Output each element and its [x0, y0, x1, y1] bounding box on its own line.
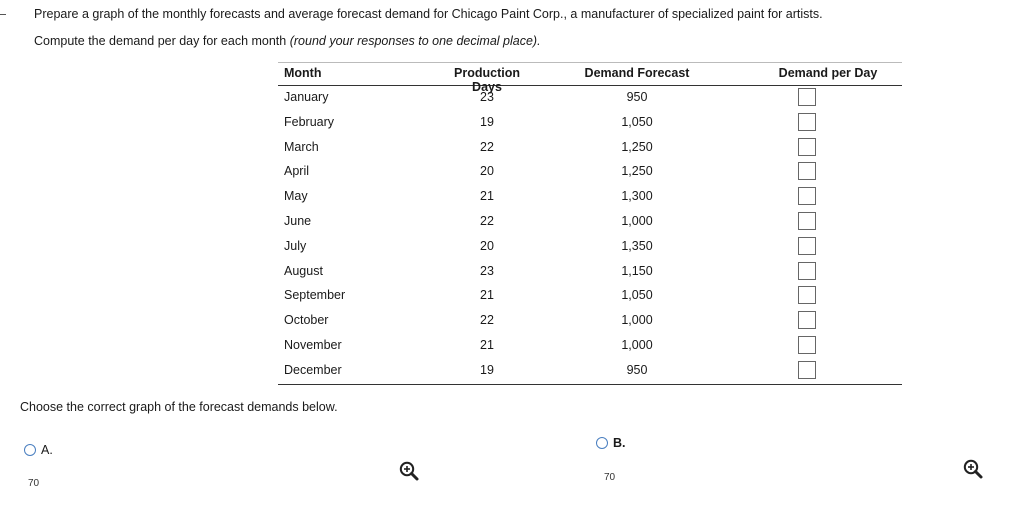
- cell-month: January: [284, 90, 329, 104]
- table-row: [278, 136, 902, 161]
- header-demand-per-day: Demand per Day: [778, 66, 878, 80]
- instruction-line-2: [34, 34, 541, 48]
- rounding-note: (round your responses to one decimal place).: [289, 34, 541, 48]
- demand-per-day-input[interactable]: [798, 212, 816, 230]
- cell-demand-forecast: 1,350: [621, 238, 653, 253]
- graph-question: Choose the correct graph of the forecast demands below.: [20, 400, 338, 414]
- demand-per-day-input[interactable]: [798, 237, 816, 255]
- option-a[interactable]: [24, 443, 53, 457]
- table-header: [278, 62, 902, 94]
- table-row: [278, 86, 902, 111]
- cell-demand-forecast: 1,150: [621, 263, 653, 278]
- cell-demand-forecast: 1,000: [621, 337, 653, 352]
- table-bottom-rule: [278, 384, 902, 385]
- demand-per-day-input[interactable]: [798, 286, 816, 304]
- zoom-in-icon[interactable]: [398, 460, 420, 482]
- demand-per-day-input[interactable]: [798, 262, 816, 280]
- demand-per-day-input[interactable]: [798, 336, 816, 354]
- cell-production-days: 23: [480, 263, 494, 278]
- cell-month: August: [284, 263, 323, 278]
- cell-production-days: 22: [480, 139, 494, 154]
- table-row: [278, 359, 902, 384]
- zoom-in-icon[interactable]: [962, 458, 984, 480]
- cell-production-days: 19: [480, 362, 494, 377]
- instruction-text: Compute the demand per day for each month: [34, 34, 290, 48]
- cell-demand-forecast: 1,000: [621, 313, 653, 328]
- cell-month: March: [284, 139, 319, 154]
- cell-month: November: [284, 337, 342, 352]
- option-b-label: B.: [613, 436, 626, 450]
- demand-per-day-input[interactable]: [798, 138, 816, 156]
- cell-month: June: [284, 213, 312, 228]
- cell-production-days: 21: [480, 337, 494, 352]
- cell-demand-forecast: 1,000: [621, 213, 653, 228]
- cell-demand-forecast: 1,250: [621, 139, 653, 154]
- option-a-radio[interactable]: [24, 444, 36, 456]
- header-month: Month: [284, 66, 322, 80]
- table-row: [278, 284, 902, 309]
- cell-demand-forecast: 950: [626, 90, 648, 104]
- option-a-label: A.: [41, 443, 53, 457]
- cell-demand-forecast: 1,250: [621, 164, 653, 179]
- cell-production-days: 21: [480, 288, 494, 303]
- cell-demand-forecast: 1,050: [621, 114, 653, 129]
- cell-production-days: 21: [480, 189, 494, 204]
- demand-per-day-input[interactable]: [798, 187, 816, 205]
- cell-demand-forecast: 950: [626, 362, 648, 377]
- table-row: [278, 160, 902, 185]
- table-body: [278, 86, 902, 384]
- header-production-days: Production Days: [454, 66, 520, 94]
- graph-a-y-tick: 70: [28, 478, 40, 489]
- demand-per-day-input[interactable]: [798, 113, 816, 131]
- table-row: [278, 309, 902, 334]
- cell-month: July: [284, 238, 307, 253]
- header-demand-forecast: Demand Forecast: [584, 66, 690, 80]
- demand-per-day-input[interactable]: [798, 311, 816, 329]
- cell-month: October: [284, 313, 329, 328]
- cell-production-days: 20: [480, 238, 494, 253]
- instruction-line-1: Prepare a graph of the monthly forecasts and average forecast demand for Chicago Paint Corp., a manufacturer of specialized paint for artists.: [34, 7, 823, 21]
- demand-per-day-input[interactable]: [798, 88, 816, 106]
- cell-production-days: 19: [480, 114, 494, 129]
- option-b[interactable]: [596, 436, 626, 450]
- cell-demand-forecast: 1,300: [621, 189, 653, 204]
- demand-per-day-input[interactable]: [798, 162, 816, 180]
- left-edge-marker: [0, 14, 6, 15]
- cell-month: February: [284, 114, 335, 129]
- table-row: [278, 111, 902, 136]
- demand-table: [278, 62, 902, 384]
- table-row: [278, 260, 902, 285]
- cell-month: May: [284, 189, 308, 204]
- table-row: [278, 185, 902, 210]
- table-row: [278, 235, 902, 260]
- table-row: [278, 334, 902, 359]
- cell-demand-forecast: 1,050: [621, 288, 653, 303]
- cell-month: April: [284, 164, 310, 179]
- cell-production-days: 22: [480, 213, 494, 228]
- cell-month: December: [284, 362, 342, 377]
- cell-production-days: 23: [480, 90, 494, 104]
- table-row: [278, 210, 902, 235]
- option-b-radio[interactable]: [596, 437, 608, 449]
- cell-month: September: [284, 288, 346, 303]
- demand-per-day-input[interactable]: [798, 361, 816, 379]
- cell-production-days: 20: [480, 164, 494, 179]
- graph-b-y-tick: 70: [604, 472, 616, 483]
- cell-production-days: 22: [480, 313, 494, 328]
